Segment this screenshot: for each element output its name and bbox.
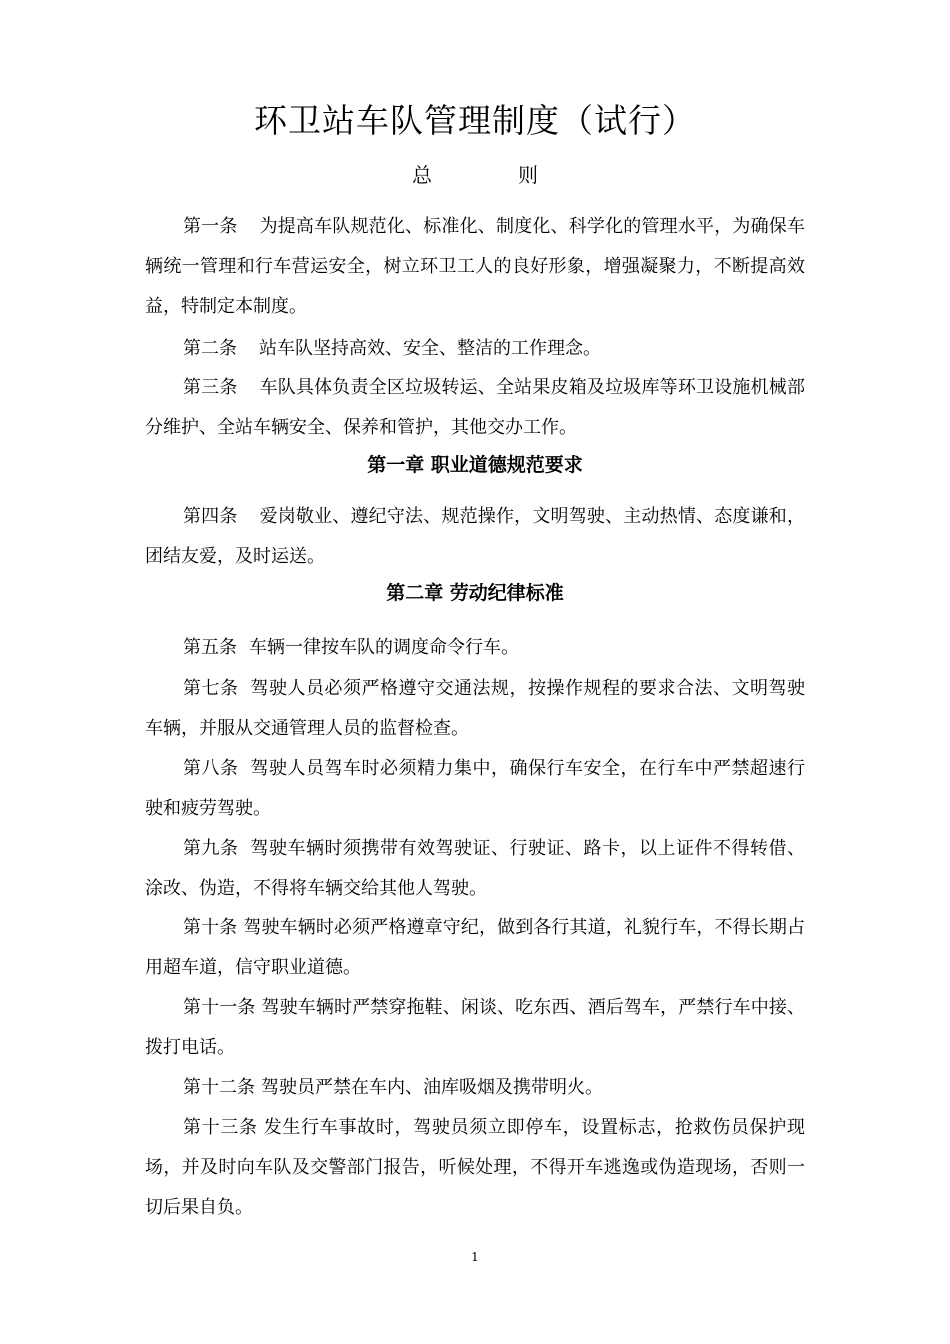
article-paragraph <box>145 908 805 988</box>
article-paragraph <box>145 1108 805 1228</box>
article-number: 第十二条 <box>183 1077 255 1098</box>
article-text: 为提高车队规范化、标准化、制度化、科学化的管理水平，为确保车辆统一管理和行车营运安全，树立环卫工人的良好形象，增强凝聚力，不断提高效益，特制定本制度。 <box>145 216 805 317</box>
document-title: 环卫站车队管理制度（试行） <box>254 101 696 140</box>
article-text: 驾驶员严禁在车内、油库吸烟及携带明火。 <box>261 1077 603 1098</box>
article-paragraph <box>145 329 805 369</box>
article-text: 驾驶人员必须严格遵守交通法规，按操作规程的要求合法、文明驾驶车辆，并服从交通管理人员的监督检查。 <box>145 678 805 739</box>
article-number: 第十条 <box>183 917 238 938</box>
article-paragraph <box>145 749 805 829</box>
general-char-1: 总 <box>412 163 432 187</box>
article-number: 第二条 <box>183 338 237 359</box>
chapter-heading: 第二章 劳动纪律标准 <box>386 582 564 604</box>
article-number: 第五条 <box>183 637 237 658</box>
article-number: 第一条 <box>183 216 238 237</box>
article-text: 驾驶人员驾车时必须精力集中，确保行车安全，在行车中严禁超速行驶和疲劳驾驶。 <box>145 758 805 819</box>
chapter-heading: 第一章 职业道德规范要求 <box>367 454 583 476</box>
article-text: 发生行车事故时，驾驶员须立即停车，设置标志，抢救伤员保护现场，并及时向车队及交警部门报告，听候处理，不得开车逃逸或伪造现场，否则一切后果自负。 <box>145 1117 805 1218</box>
article-number: 第十一条 <box>183 997 256 1018</box>
article-paragraph <box>145 628 805 668</box>
general-char-2: 则 <box>518 163 538 187</box>
article-number: 第九条 <box>183 838 239 859</box>
page-number: 1 <box>471 1250 479 1264</box>
article-text: 驾驶车辆时严禁穿拖鞋、闲谈、吃东西、酒后驾车，严禁行车中接、拨打电话。 <box>145 997 805 1058</box>
article-text: 爱岗敬业、遵纪守法、规范操作，文明驾驶、主动热情、态度谦和，团结友爱，及时运送。 <box>145 506 805 567</box>
article-text: 站车队坚持高效、安全、整洁的工作理念。 <box>259 338 601 359</box>
article-paragraph <box>145 207 805 327</box>
article-number: 第四条 <box>183 506 238 527</box>
article-paragraph <box>145 368 805 448</box>
article-number: 第七条 <box>183 678 239 699</box>
article-text: 驾驶车辆时必须严格遵章守纪，做到各行其道，礼貌行车，不得长期占用超车道，信守职业道德。 <box>145 917 806 978</box>
article-number: 第三条 <box>183 377 238 398</box>
article-text: 车队具体负责全区垃圾转运、全站果皮箱及垃圾库等环卫设施机械部分维护、全站车辆安全、保养和管护，其他交办工作。 <box>145 377 805 438</box>
article-paragraph <box>145 669 805 749</box>
article-number: 第八条 <box>183 758 239 779</box>
article-text: 车辆一律按车队的调度命令行车。 <box>249 637 519 658</box>
article-paragraph <box>145 497 805 577</box>
article-paragraph <box>145 988 805 1068</box>
article-paragraph <box>145 1068 805 1108</box>
article-number: 第十三条 <box>183 1117 258 1138</box>
article-text: 驾驶车辆时须携带有效驾驶证、行驶证、路卡，以上证件不得转借、涂改、伪造，不得将车辆交给其他人驾驶。 <box>145 838 805 899</box>
article-paragraph <box>145 829 805 909</box>
section-heading-general <box>0 160 950 190</box>
